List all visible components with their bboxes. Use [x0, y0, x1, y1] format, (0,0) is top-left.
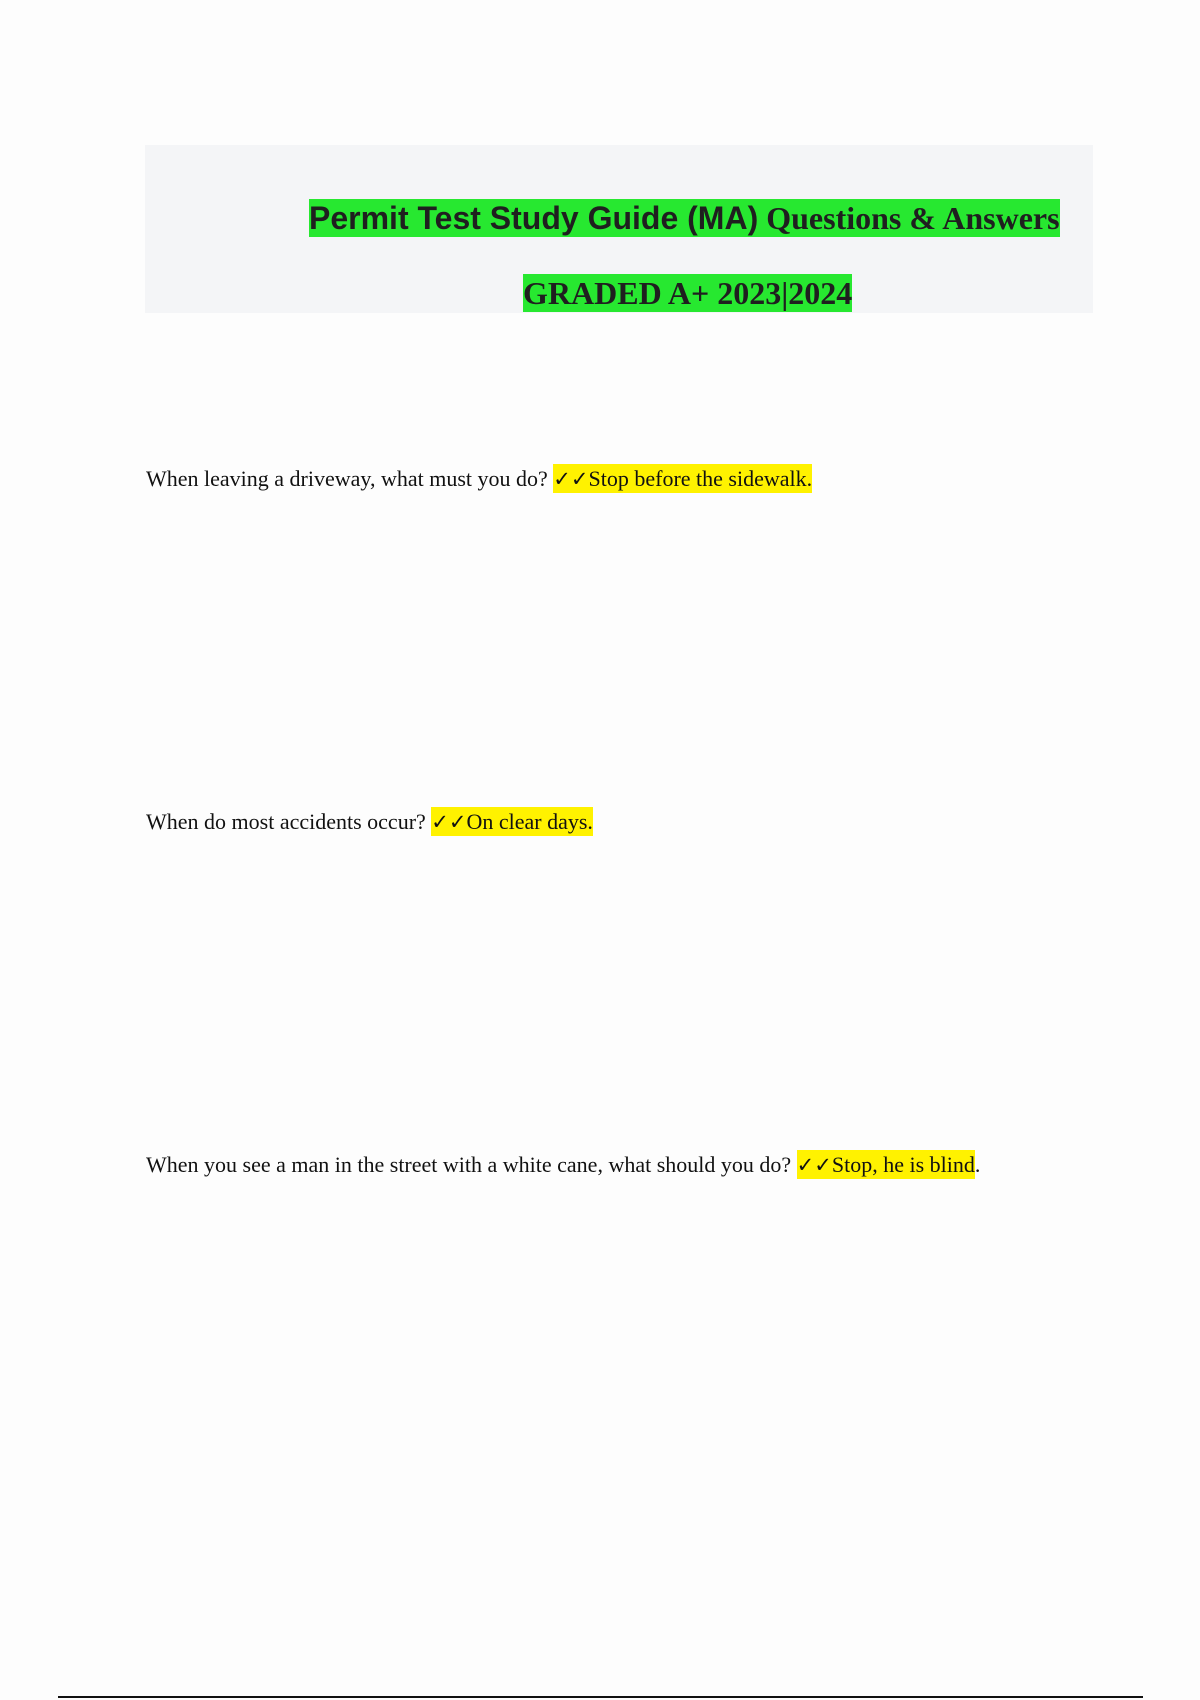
title-highlight-part-2: Questions & Answers: [766, 200, 1060, 236]
title-highlight-part-1: Permit Test Study Guide (MA): [309, 200, 759, 236]
answer-text: On clear days.: [466, 809, 593, 834]
question-text: When do most accidents occur?: [146, 809, 432, 834]
answer-trailing: .: [974, 1152, 981, 1177]
answer-highlight: [797, 1150, 975, 1179]
footer-rule: [58, 1696, 1143, 1698]
check-mark-icon: ✓✓: [796, 1153, 832, 1177]
qa-item: [146, 465, 812, 493]
answer-highlight: [553, 464, 812, 493]
title-grade-highlight: GRADED A+ 2023|2024: [523, 275, 853, 311]
answer-text: Stop, he is blind: [831, 1152, 975, 1177]
question-text: When you see a man in the street with a white cane, what should you do?: [146, 1152, 797, 1177]
document-title-line-1: [309, 200, 1060, 236]
check-mark-icon: ✓✓: [431, 810, 467, 834]
answer-highlight: [431, 807, 593, 836]
qa-item: [146, 1151, 980, 1179]
check-mark-icon: ✓✓: [553, 467, 589, 491]
qa-item: [146, 808, 593, 836]
question-text: When leaving a driveway, what must you do?: [146, 466, 554, 491]
document-title-line-2: [523, 275, 852, 311]
answer-text: Stop before the sidewalk.: [588, 466, 813, 491]
